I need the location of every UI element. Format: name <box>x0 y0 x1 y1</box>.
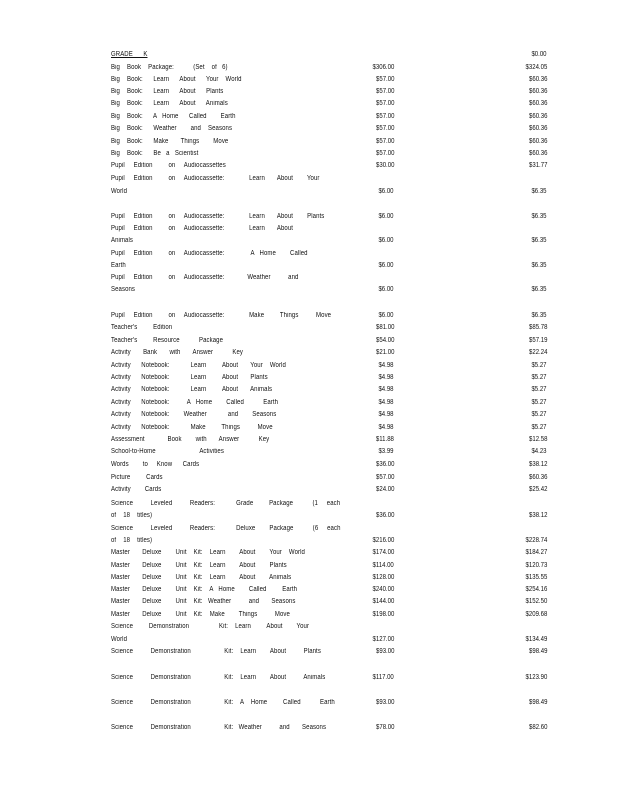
item-description: School-to-Home Activities <box>111 448 224 455</box>
item-description: Activity Notebook: Learn About Plants <box>111 374 268 381</box>
adjusted-price: $98.49 <box>528 648 547 655</box>
item-description: Activity Bank with Answer Key <box>111 349 244 356</box>
adjusted-price: $134.49 <box>525 636 547 643</box>
item-description: Master Deluxe Unit Kit: Weather and Seasons <box>111 598 296 605</box>
adjusted-price: $324.05 <box>525 64 547 71</box>
item-description: Big Book: Be a Scientist <box>111 150 199 157</box>
list-price: $36.00 <box>375 461 394 468</box>
adjusted-price: $6.35 <box>531 237 547 244</box>
price-row <box>0 322 618 334</box>
list-price: $198.00 <box>372 611 394 618</box>
price-row <box>0 260 618 272</box>
price-row <box>0 347 618 359</box>
item-description: Big Book: Weather and Seasons <box>111 125 233 132</box>
item-description: Activity Notebook: Make Things Move <box>111 424 273 431</box>
adjusted-price: $6.35 <box>531 262 547 269</box>
list-price: $93.00 <box>375 699 394 706</box>
item-description: Big Book: Learn About Plants <box>111 88 224 95</box>
item-description: Picture Cards <box>111 474 163 481</box>
item-description: Teacher's Edition <box>111 324 173 331</box>
item-description: Science Demonstration Kit: Weather and Seasons <box>111 724 327 731</box>
adjusted-price: $152.50 <box>525 598 547 605</box>
item-description: Master Deluxe Unit Kit: Learn About Plants <box>111 562 287 569</box>
list-price: $117.00 <box>372 674 394 681</box>
price-row <box>0 235 618 247</box>
price-row <box>0 646 618 658</box>
price-row <box>0 384 618 396</box>
item-description: World <box>111 636 128 643</box>
adjusted-price: $60.36 <box>528 113 547 120</box>
adjusted-price: $5.27 <box>531 362 547 369</box>
item-description: Pupil Edition on Audiocassette: Make Things Move <box>111 312 332 319</box>
adjusted-price: $209.68 <box>525 611 547 618</box>
list-price: $127.00 <box>372 636 394 643</box>
item-description: Pupil Edition on Audiocassette: Learn About Your <box>111 175 320 182</box>
item-description: of 18 titles) <box>111 512 153 519</box>
adjusted-price: $22.24 <box>528 349 547 356</box>
price-row <box>0 560 618 572</box>
item-description: Master Deluxe Unit Kit: Make Things Move <box>111 611 290 618</box>
adjusted-price: $60.36 <box>528 474 547 481</box>
item-description: Activity Notebook: Learn About Your World <box>111 362 286 369</box>
adjusted-price: $6.35 <box>531 213 547 220</box>
item-description: of 18 titles) <box>111 537 153 544</box>
price-row <box>0 173 618 185</box>
item-description: Pupil Edition on Audiocassettes <box>111 162 226 169</box>
adjusted-price: $38.12 <box>528 461 547 468</box>
price-row <box>0 609 618 621</box>
item-description: Animals <box>111 237 134 244</box>
adjusted-price: $123.90 <box>525 674 547 681</box>
price-row <box>0 74 618 86</box>
price-row <box>0 523 618 535</box>
adjusted-price: $98.49 <box>528 699 547 706</box>
item-description: Activity Notebook: Weather and Seasons <box>111 411 277 418</box>
item-description: Science Demonstration Kit: Learn About Animals <box>111 674 326 681</box>
price-row <box>0 596 618 608</box>
list-price: $6.00 <box>378 188 394 195</box>
list-price: $4.98 <box>378 424 394 431</box>
price-row <box>0 535 618 547</box>
adjusted-price: $60.36 <box>528 88 547 95</box>
item-description: Earth <box>111 262 126 269</box>
list-price: $114.00 <box>372 562 394 569</box>
grade-heading: GRADE K <box>111 51 148 58</box>
price-row <box>0 211 618 223</box>
price-row <box>0 634 618 646</box>
list-price: $4.98 <box>378 399 394 406</box>
item-description: Activity Notebook: A Home Called Earth <box>111 399 279 406</box>
price-row <box>0 397 618 409</box>
price-row <box>0 136 618 148</box>
price-row <box>0 123 618 135</box>
item-description: Big Book: Learn About Your World <box>111 76 242 83</box>
item-description: Science Demonstration Kit: Learn About Your <box>111 623 310 630</box>
price-row <box>0 372 618 384</box>
item-description: Science Leveled Readers: Deluxe Package (6 each <box>111 525 341 532</box>
list-price: $144.00 <box>372 598 394 605</box>
list-price: $24.00 <box>375 486 394 493</box>
list-price: $30.00 <box>375 162 394 169</box>
item-description: Science Leveled Readers: Grade Package (1 each <box>111 500 341 507</box>
adjusted-price: $5.27 <box>531 424 547 431</box>
item-description: Pupil Edition on Audiocassette: Learn About <box>111 225 294 232</box>
item-description: Master Deluxe Unit Kit: Learn About Animals <box>111 574 292 581</box>
price-row <box>0 335 618 347</box>
list-price: $128.00 <box>372 574 394 581</box>
price-row <box>0 621 618 633</box>
adjusted-price: $38.12 <box>528 512 547 519</box>
item-description: Big Book: Learn About Animals <box>111 100 228 107</box>
price-row <box>0 284 618 296</box>
item-description: Big Book: A Home Called Earth <box>111 113 236 120</box>
price-row <box>0 672 618 684</box>
list-price: $57.00 <box>375 113 394 120</box>
list-price: $4.98 <box>378 362 394 369</box>
adjusted-price: $60.36 <box>528 76 547 83</box>
list-price: $93.00 <box>375 648 394 655</box>
price-row <box>0 697 618 709</box>
price-row <box>0 86 618 98</box>
price-row <box>0 446 618 458</box>
adjusted-price: $5.27 <box>531 386 547 393</box>
adjusted-price: $60.36 <box>528 125 547 132</box>
item-description: Activity Notebook: Learn About Animals <box>111 386 273 393</box>
item-description: Big Book: Make Things Move <box>111 138 229 145</box>
list-price: $306.00 <box>372 64 394 71</box>
list-price: $6.00 <box>378 262 394 269</box>
list-price: $81.00 <box>375 324 394 331</box>
price-row <box>0 572 618 584</box>
item-description: Science Demonstration Kit: A Home Called Earth <box>111 699 335 706</box>
adjusted-price: $31.77 <box>528 162 547 169</box>
list-price: $57.00 <box>375 100 394 107</box>
price-row <box>0 722 618 734</box>
adjusted-price: $228.74 <box>525 537 547 544</box>
list-price: $57.00 <box>375 138 394 145</box>
price-row <box>0 409 618 421</box>
adjusted-price: $60.36 <box>528 150 547 157</box>
price-row <box>0 49 618 61</box>
list-price: $57.00 <box>375 474 394 481</box>
price-row <box>0 472 618 484</box>
price-row <box>0 459 618 471</box>
list-price: $6.00 <box>378 286 394 293</box>
price-row <box>0 223 618 235</box>
price-row <box>0 484 618 496</box>
item-description: Teacher's Resource Package <box>111 337 224 344</box>
item-description: Activity Cards <box>111 486 162 493</box>
adjusted-price: $120.73 <box>525 562 547 569</box>
list-price: $4.98 <box>378 411 394 418</box>
price-row <box>0 422 618 434</box>
price-row <box>0 584 618 596</box>
list-price: $78.00 <box>375 724 394 731</box>
item-description: World <box>111 188 128 195</box>
list-price: $6.00 <box>378 213 394 220</box>
price-row <box>0 186 618 198</box>
adjusted-price: $82.60 <box>528 724 547 731</box>
item-description: Master Deluxe Unit Kit: Learn About Your World <box>111 549 305 556</box>
item-description: Pupil Edition on Audiocassette: Learn About Plants <box>111 213 325 220</box>
list-price: $4.98 <box>378 386 394 393</box>
adjusted-price: $6.35 <box>531 312 547 319</box>
list-price: $240.00 <box>372 586 394 593</box>
list-price: $11.88 <box>376 436 394 443</box>
list-price: $21.00 <box>375 349 394 356</box>
list-price: $6.00 <box>378 237 394 244</box>
list-price: $57.00 <box>375 125 394 132</box>
item-description: Assessment Book with Answer Key <box>111 436 270 443</box>
item-description: Pupil Edition on Audiocassette: A Home Called <box>111 250 308 257</box>
adjusted-price: $5.27 <box>531 411 547 418</box>
list-price: $174.00 <box>372 549 394 556</box>
adjusted-price: $184.27 <box>525 549 547 556</box>
adjusted-price: $60.36 <box>528 138 547 145</box>
list-price: $4.98 <box>378 374 394 381</box>
price-row <box>0 310 618 322</box>
adjusted-price: $60.36 <box>528 100 547 107</box>
list-price: $57.00 <box>375 76 394 83</box>
price-row <box>0 498 618 510</box>
list-price: $3.99 <box>378 448 394 455</box>
list-price: $54.00 <box>375 337 394 344</box>
adjusted-price: $12.58 <box>528 436 547 443</box>
adjusted-price: $0.00 <box>531 51 547 58</box>
price-row <box>0 248 618 260</box>
item-description: Master Deluxe Unit Kit: A Home Called Earth <box>111 586 298 593</box>
adjusted-price: $25.42 <box>528 486 547 493</box>
list-price: $57.00 <box>375 88 394 95</box>
adjusted-price: $57.19 <box>528 337 547 344</box>
price-row <box>0 434 618 446</box>
price-row <box>0 62 618 74</box>
adjusted-price: $5.27 <box>531 374 547 381</box>
adjusted-price: $135.55 <box>525 574 547 581</box>
adjusted-price: $6.35 <box>531 188 547 195</box>
adjusted-price: $5.27 <box>531 399 547 406</box>
item-description: Pupil Edition on Audiocassette: Weather and <box>111 274 299 281</box>
adjusted-price: $4.23 <box>531 448 547 455</box>
price-row <box>0 547 618 559</box>
price-row <box>0 272 618 284</box>
price-row <box>0 98 618 110</box>
adjusted-price: $6.35 <box>531 286 547 293</box>
list-price: $57.00 <box>375 150 394 157</box>
item-description: Big Book Package: (Set of 6) <box>111 64 228 71</box>
item-description: Words to Know Cards <box>111 461 200 468</box>
price-row <box>0 360 618 372</box>
price-row <box>0 111 618 123</box>
list-price: $36.00 <box>375 512 394 519</box>
adjusted-price: $254.16 <box>525 586 547 593</box>
price-row <box>0 510 618 522</box>
adjusted-price: $85.78 <box>528 324 547 331</box>
item-description: Science Demonstration Kit: Learn About Plants <box>111 648 321 655</box>
price-row <box>0 160 618 172</box>
price-row <box>0 148 618 160</box>
list-price: $6.00 <box>378 312 394 319</box>
item-description: Seasons <box>111 286 136 293</box>
list-price: $216.00 <box>372 537 394 544</box>
